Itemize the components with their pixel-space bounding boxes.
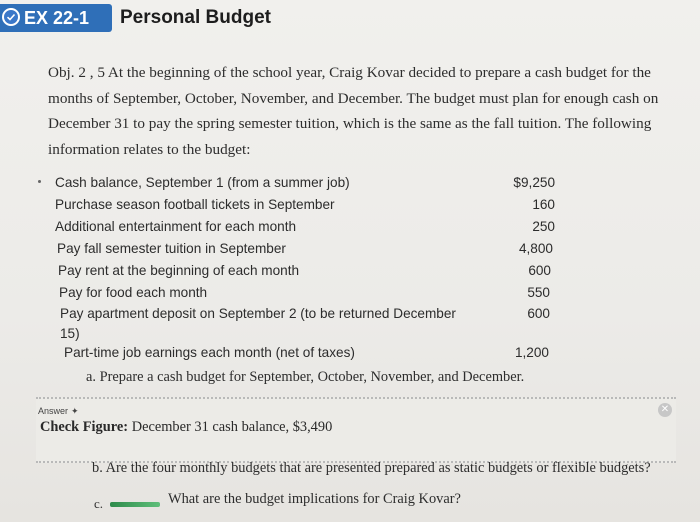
budget-row-football-tickets <box>55 197 555 212</box>
expand-arrow-icon: ✦ <box>70 406 79 416</box>
budget-label-continued: 15) <box>60 326 80 341</box>
answer-label: Answer <box>38 406 69 416</box>
answer-panel <box>36 397 676 463</box>
budget-value: 160 <box>532 197 555 212</box>
budget-value: 600 <box>528 263 551 278</box>
budget-label: Cash balance, September 1 (from a summer job) <box>55 175 350 190</box>
exercise-id: EX 22-1 <box>24 8 90 28</box>
budget-label: Pay rent at the beginning of each month <box>58 263 300 278</box>
budget-row-entertainment <box>55 219 555 234</box>
checkmark-icon <box>6 12 16 22</box>
budget-label: Part-time job earnings each month (net of taxes) <box>64 345 355 360</box>
check-figure-text: December 31 cash balance, $3,490 <box>131 419 333 435</box>
budget-row-cash-balance <box>55 175 555 190</box>
budget-value: 1,200 <box>514 345 549 360</box>
budget-label: Additional entertainment for each month <box>55 219 297 234</box>
objective-label: Obj. 2 , 5 <box>48 64 105 81</box>
budget-label: Pay fall semester tuition in September <box>57 241 286 256</box>
budget-value: 600 <box>527 306 550 321</box>
budget-value: 4,800 <box>518 241 553 256</box>
check-figure-label: Check Figure: <box>40 419 129 435</box>
intro-paragraph <box>48 60 676 162</box>
page-title: Personal Budget <box>120 7 271 28</box>
close-icon[interactable]: ✕ <box>658 403 672 417</box>
budget-row-deposit-continued <box>60 326 260 341</box>
budget-label: Pay for food each month <box>59 285 208 300</box>
budget-value: 250 <box>532 219 555 234</box>
budget-row-rent <box>58 263 551 278</box>
question-b: b. Are the four monthly budgets that are presented prepared as static budgets or flexible budgets? <box>92 460 651 476</box>
status-bar-icon <box>110 502 160 507</box>
budget-row-deposit <box>60 306 550 321</box>
intro-text: At the beginning of the school year, Craig Kovar decided to prepare a cash budget for the months of September, October, November, and December. The budget must plan for enough cash on December 31 to pay the spring semester tuition, which is the same as the fall tuition. The following information relates to the budget: <box>48 64 659 158</box>
budget-value: $9,250 <box>513 175 555 190</box>
question-a: a. Prepare a cash budget for September, October, November, and December. <box>86 369 525 385</box>
budget-row-food <box>59 285 550 300</box>
budget-label: Purchase season football tickets in September <box>55 197 335 212</box>
exercise-header <box>0 0 700 38</box>
question-c-letter: c. <box>94 496 104 511</box>
budget-value: 550 <box>527 285 550 300</box>
answer-toggle[interactable] <box>38 405 78 417</box>
check-circle-icon <box>2 8 20 26</box>
bullet-dot <box>38 180 41 183</box>
check-figure <box>40 419 332 436</box>
budget-row-tuition <box>57 241 553 256</box>
question-c: What are the budget implications for Craig Kovar? <box>168 491 461 507</box>
budget-label: Pay apartment deposit on September 2 (to be returned December <box>60 306 456 321</box>
budget-row-job-earnings <box>64 345 549 360</box>
